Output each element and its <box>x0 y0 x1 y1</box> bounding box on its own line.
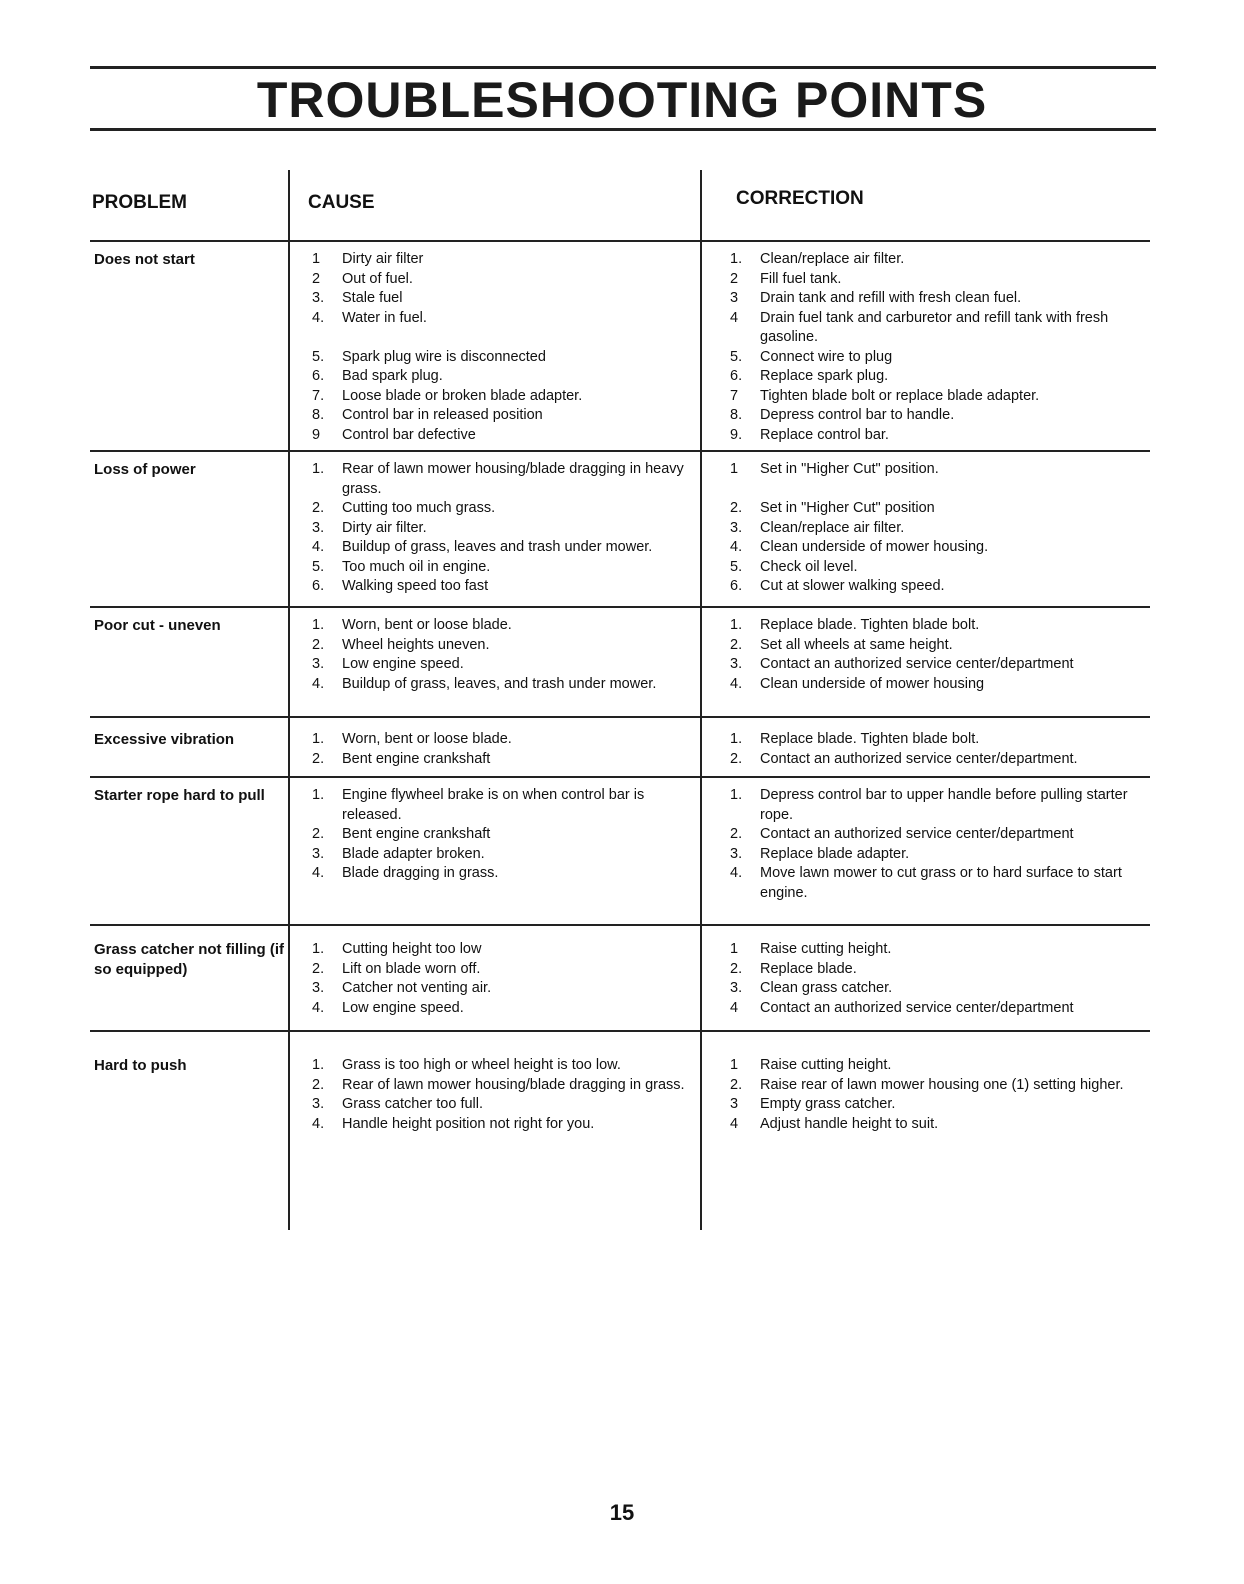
correction-item <box>730 786 1150 825</box>
correction-number: 2. <box>730 750 743 767</box>
correction-item <box>730 864 1150 903</box>
cause-number: 8. <box>312 407 325 423</box>
correction-item <box>730 1076 1150 1096</box>
cause-number: 4. <box>312 309 325 326</box>
correction-text: Drain fuel tank and carburetor and refill tank with fresh gasoline. <box>760 309 1109 345</box>
correction-item <box>730 270 1150 290</box>
column-divider-right <box>700 170 702 1230</box>
correction-text: Raise cutting height. <box>760 1057 892 1073</box>
correction-text: Replace control bar. <box>760 426 889 443</box>
correction-number: 4. <box>730 539 743 555</box>
correction-number: 6. <box>730 578 743 594</box>
row-divider <box>90 924 1150 926</box>
correction-item <box>730 1095 1150 1115</box>
cause-item <box>312 426 692 446</box>
correction-text: Set all wheels at same height. <box>760 636 953 653</box>
row-divider <box>90 240 1150 242</box>
cause-number: 1 <box>312 251 321 267</box>
cause-text: Too much oil in engine. <box>342 558 491 575</box>
cause-item <box>312 940 692 960</box>
correction-list <box>730 730 1150 769</box>
cause-text: Cutting height too low <box>342 941 482 957</box>
cause-number: 7. <box>312 387 325 404</box>
cause-list <box>312 730 692 769</box>
correction-item <box>730 655 1150 675</box>
cause-item <box>312 577 692 597</box>
correction-number: 1. <box>730 251 743 267</box>
cause-number: 4. <box>312 675 325 692</box>
correction-number: 5. <box>730 348 743 365</box>
cause-text: Bad spark plug. <box>342 368 443 384</box>
cause-text: Buildup of grass, leaves, and trash under mower. <box>342 675 657 692</box>
cause-number: 3. <box>312 519 325 536</box>
cause-item <box>312 845 692 865</box>
cause-text: Cutting too much grass. <box>342 500 496 516</box>
correction-number: 3 <box>730 290 739 306</box>
cause-list <box>312 786 692 884</box>
cause-text: Lift on blade worn off. <box>342 960 481 977</box>
correction-item <box>730 367 1150 387</box>
correction-text: Replace blade. Tighten blade bolt. <box>760 731 980 747</box>
cause-number: 2 <box>312 270 321 287</box>
correction-number: 2. <box>730 826 743 842</box>
correction-item <box>730 519 1150 539</box>
correction-number: 1 <box>730 461 739 477</box>
cause-number: 2. <box>312 826 325 842</box>
cause-list <box>312 250 692 445</box>
cause-item <box>312 825 692 845</box>
cause-number: 6. <box>312 578 325 594</box>
cause-text: Worn, bent or loose blade. <box>342 731 512 747</box>
row-divider <box>90 716 1150 718</box>
cause-number: 4. <box>312 1115 325 1132</box>
cause-number: 4. <box>312 999 325 1016</box>
correction-item <box>730 538 1150 558</box>
correction-item <box>730 960 1150 980</box>
title-rule-top <box>90 66 1156 69</box>
correction-item <box>730 845 1150 865</box>
cause-item <box>312 655 692 675</box>
correction-item <box>730 250 1150 270</box>
correction-text: Clean/replace air filter. <box>760 519 905 536</box>
cause-text: Catcher not venting air. <box>342 980 492 996</box>
cause-list <box>312 940 692 1018</box>
page-number: 15 <box>609 1500 635 1525</box>
cause-item <box>312 270 692 290</box>
row-divider <box>90 1030 1150 1032</box>
cause-text: Low engine speed. <box>342 656 464 672</box>
correction-list <box>730 786 1150 903</box>
cause-text: Rear of lawn mower housing/blade dragging in grass. <box>342 1076 685 1093</box>
cause-item <box>312 406 692 426</box>
cause-item <box>312 675 692 695</box>
cause-number: 2. <box>312 750 325 767</box>
correction-number: 2. <box>730 960 743 977</box>
cause-item <box>312 730 692 750</box>
cause-number: 2. <box>312 1076 325 1093</box>
cause-item <box>312 1095 692 1115</box>
correction-text: Empty grass catcher. <box>760 1096 896 1112</box>
correction-text: Set in "Higher Cut" position. <box>760 461 939 477</box>
cause-text: Control bar defective <box>342 426 476 443</box>
correction-text: Contact an authorized service center/department <box>760 656 1074 672</box>
cause-item <box>312 1115 692 1135</box>
header-problem: PROBLEM <box>92 192 187 213</box>
correction-text: Clean grass catcher. <box>760 980 893 996</box>
correction-item <box>730 940 1150 960</box>
cause-text: Loose blade or broken blade adapter. <box>342 387 583 404</box>
cause-text: Out of fuel. <box>342 270 413 287</box>
cause-item <box>312 999 692 1019</box>
cause-text: Blade dragging in grass. <box>342 865 499 881</box>
row-divider <box>90 776 1150 778</box>
cause-text: Walking speed too fast <box>342 578 489 594</box>
correction-text: Check oil level. <box>760 558 858 575</box>
cause-text: Blade adapter broken. <box>342 845 485 862</box>
cause-number: 3. <box>312 1096 325 1112</box>
cause-number: 3. <box>312 845 325 862</box>
correction-number: 2 <box>730 270 739 287</box>
cause-item <box>312 558 692 578</box>
correction-number: 1 <box>730 1057 739 1073</box>
correction-text: Contact an authorized service center/department <box>760 999 1074 1016</box>
correction-number: 2. <box>730 500 743 516</box>
correction-text: Connect wire to plug <box>760 348 893 365</box>
cause-number: 2. <box>312 636 325 653</box>
cause-list <box>312 616 692 694</box>
correction-number: 4. <box>730 865 743 881</box>
cause-number: 5. <box>312 558 325 575</box>
correction-text: Contact an authorized service center/department. <box>760 750 1078 767</box>
cause-text: Buildup of grass, leaves and trash under mower. <box>342 539 653 555</box>
correction-item <box>730 675 1150 695</box>
cause-number: 1. <box>312 731 325 747</box>
cause-item <box>312 499 692 519</box>
correction-text: Move lawn mower to cut grass or to hard surface to start engine. <box>760 865 1122 901</box>
cause-item <box>312 460 692 499</box>
correction-text: Depress control bar to handle. <box>760 407 955 423</box>
correction-item <box>730 730 1150 750</box>
correction-text: Contact an authorized service center/department <box>760 826 1074 842</box>
cause-number: 9 <box>312 426 321 443</box>
problem-label: Poor cut - uneven <box>94 617 221 634</box>
correction-number: 9. <box>730 426 743 443</box>
correction-number: 4. <box>730 675 743 692</box>
column-divider-left <box>288 170 290 1230</box>
cause-number: 5. <box>312 348 325 365</box>
correction-number: 4 <box>730 309 739 326</box>
correction-list <box>730 940 1150 1018</box>
cause-text: Wheel heights uneven. <box>342 636 490 653</box>
correction-number: 3 <box>730 1096 739 1112</box>
correction-text: Replace blade. <box>760 960 857 977</box>
cause-text: Bent engine crankshaft <box>342 750 491 767</box>
cause-number: 3. <box>312 980 325 996</box>
correction-item <box>730 426 1150 446</box>
correction-item <box>730 636 1150 656</box>
cause-item <box>312 979 692 999</box>
problem-label: Starter rope hard to pull <box>94 787 265 804</box>
correction-item <box>730 979 1150 999</box>
correction-number: 3. <box>730 656 743 672</box>
correction-text: Cut at slower walking speed. <box>760 578 945 594</box>
cause-item <box>312 750 692 770</box>
correction-number: 4 <box>730 1115 739 1132</box>
cause-text: Bent engine crankshaft <box>342 826 491 842</box>
cause-number: 4. <box>312 539 325 555</box>
correction-text: Raise cutting height. <box>760 941 892 957</box>
cause-item <box>312 864 692 884</box>
correction-number: 1. <box>730 617 743 633</box>
correction-list <box>730 616 1150 694</box>
cause-text: Water in fuel. <box>342 309 427 326</box>
cause-text: Worn, bent or loose blade. <box>342 617 512 633</box>
correction-text: Replace blade adapter. <box>760 845 910 862</box>
cause-item <box>312 538 692 558</box>
cause-list <box>312 1056 692 1134</box>
cause-text: Dirty air filter <box>342 251 424 267</box>
cause-text: Rear of lawn mower housing/blade dragging in heavy grass. <box>342 461 684 497</box>
cause-text: Handle height position not right for you. <box>342 1115 595 1132</box>
correction-number: 4 <box>730 999 739 1016</box>
correction-text: Drain tank and refill with fresh clean fuel. <box>760 290 1022 306</box>
cause-number: 3. <box>312 656 325 672</box>
correction-number: 2. <box>730 636 743 653</box>
cause-text: Engine flywheel brake is on when control bar is released. <box>342 787 645 823</box>
correction-number: 2. <box>730 1076 743 1093</box>
correction-number: 1. <box>730 787 743 803</box>
correction-item <box>730 577 1150 597</box>
cause-number: 2. <box>312 500 325 516</box>
correction-item <box>730 558 1150 578</box>
cause-number: 1. <box>312 461 325 477</box>
correction-number: 5. <box>730 558 743 575</box>
problem-label: Excessive vibration <box>94 731 235 748</box>
cause-item <box>312 519 692 539</box>
problem-label: Hard to push <box>94 1057 187 1074</box>
cause-item <box>312 387 692 407</box>
cause-item <box>312 328 692 348</box>
cause-number: 1. <box>312 1057 325 1073</box>
correction-number: 1 <box>730 941 739 957</box>
correction-item <box>730 999 1150 1019</box>
cause-item <box>312 960 692 980</box>
correction-list <box>730 460 1150 597</box>
correction-item <box>730 348 1150 368</box>
cause-item <box>312 289 692 309</box>
cause-number: 4. <box>312 865 325 881</box>
header-correction: CORRECTION <box>736 188 864 209</box>
cause-text: Spark plug wire is disconnected <box>342 348 546 365</box>
cause-number: 3. <box>312 290 325 306</box>
correction-item <box>730 616 1150 636</box>
cause-item <box>312 1076 692 1096</box>
correction-item <box>730 1056 1150 1076</box>
cause-item <box>312 348 692 368</box>
problem-label: Loss of power <box>94 461 196 478</box>
correction-text: Raise rear of lawn mower housing one (1) setting higher. <box>760 1076 1124 1093</box>
correction-text: Replace blade. Tighten blade bolt. <box>760 617 980 633</box>
correction-list <box>730 250 1150 445</box>
correction-text: Tighten blade bolt or replace blade adapter. <box>760 387 1040 404</box>
correction-text: Replace spark plug. <box>760 368 889 384</box>
correction-item <box>730 499 1150 519</box>
correction-item <box>730 460 1150 480</box>
cause-item <box>312 616 692 636</box>
correction-number: 3. <box>730 519 743 536</box>
cause-number: 1. <box>312 787 325 803</box>
correction-text: Adjust handle height to suit. <box>760 1115 939 1132</box>
row-divider <box>90 450 1150 452</box>
cause-number: 2. <box>312 960 325 977</box>
correction-number: 1. <box>730 731 743 747</box>
cause-text: Low engine speed. <box>342 999 464 1016</box>
correction-item <box>730 750 1150 770</box>
correction-text: Clean/replace air filter. <box>760 251 905 267</box>
cause-item <box>312 1056 692 1076</box>
correction-item <box>730 1115 1150 1135</box>
cause-text: Control bar in released position <box>342 407 543 423</box>
correction-text: Fill fuel tank. <box>760 270 842 287</box>
cause-item <box>312 250 692 270</box>
cause-number: 1. <box>312 941 325 957</box>
cause-list <box>312 460 692 597</box>
correction-text: Depress control bar to upper handle before pulling starter rope. <box>760 787 1128 823</box>
cause-text: Grass catcher too full. <box>342 1096 484 1112</box>
header-cause: CAUSE <box>308 192 375 213</box>
cause-item <box>312 636 692 656</box>
correction-text: Clean underside of mower housing <box>760 675 985 692</box>
cause-number: 6. <box>312 368 325 384</box>
correction-text: Set in "Higher Cut" position <box>760 500 935 516</box>
title-rule-bottom <box>90 128 1156 131</box>
correction-number: 7 <box>730 387 739 404</box>
correction-number: 8. <box>730 407 743 423</box>
page-title: TROUBLESHOOTING POINTS <box>256 72 988 128</box>
correction-number: 6. <box>730 368 743 384</box>
row-divider <box>90 606 1150 608</box>
cause-text: Grass is too high or wheel height is too low. <box>342 1057 621 1073</box>
correction-item <box>730 289 1150 309</box>
correction-item <box>730 825 1150 845</box>
correction-text: Clean underside of mower housing. <box>760 539 989 555</box>
correction-number: 3. <box>730 980 743 996</box>
correction-item <box>730 387 1150 407</box>
cause-item <box>312 786 692 825</box>
correction-item <box>730 309 1150 348</box>
cause-text: Stale fuel <box>342 290 403 306</box>
cause-text: Dirty air filter. <box>342 519 427 536</box>
correction-item <box>730 406 1150 426</box>
correction-list <box>730 1056 1150 1134</box>
cause-item <box>312 367 692 387</box>
cause-number: 1. <box>312 617 325 633</box>
correction-item <box>730 480 1150 500</box>
problem-label: Does not start <box>94 251 195 268</box>
cause-item <box>312 309 692 329</box>
correction-number: 3. <box>730 845 743 862</box>
problem-label: Grass catcher not filling (if so equipped) <box>94 941 285 978</box>
